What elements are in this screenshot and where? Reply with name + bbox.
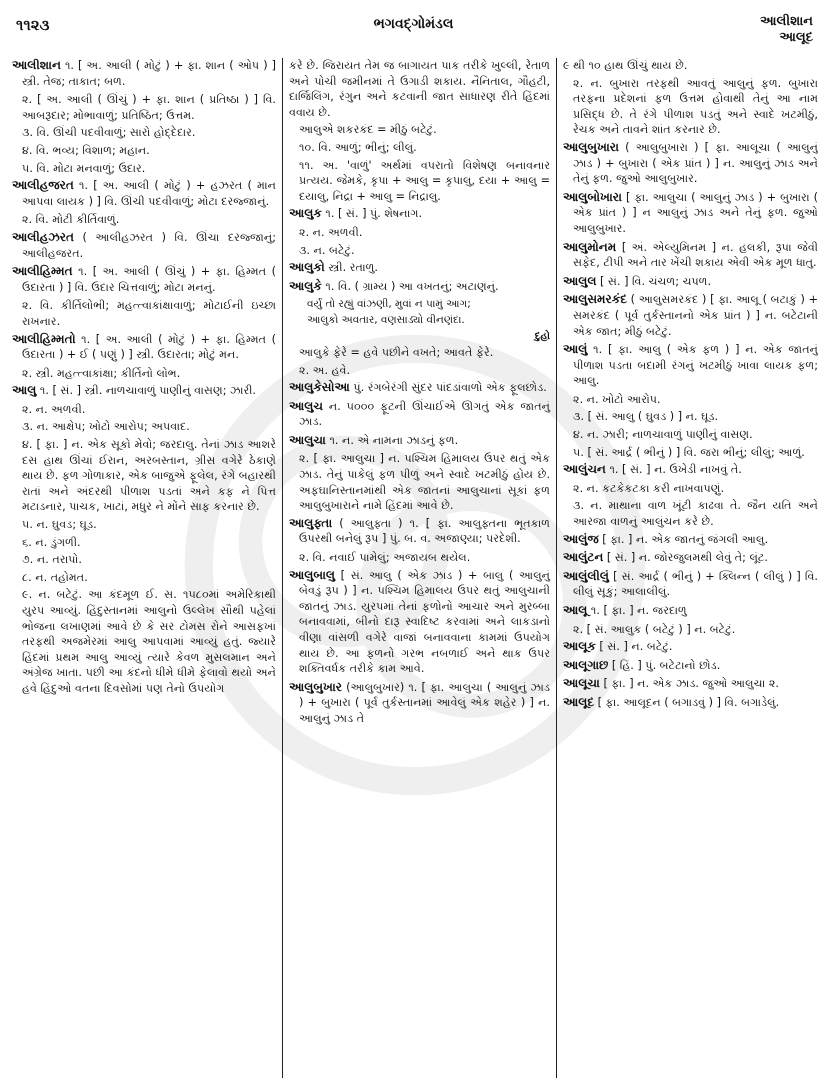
- headword: આલીશાન: [12, 58, 61, 72]
- dictionary-entry: [289, 260, 550, 276]
- dictionary-entry: [12, 332, 276, 363]
- column-right: [556, 58, 818, 1078]
- sense: ૧. [ સં. ] ન. ઉખેડી નાખવું તે.: [609, 463, 742, 477]
- dictionary-entry: [12, 178, 276, 209]
- sense: ૩. ન. બટેટું.: [299, 243, 355, 257]
- dictionary-columns: [12, 58, 818, 1078]
- sense: ૨. વિ. નવાઈ પામેલું; અજાયબ થયેલ.: [299, 551, 471, 565]
- dictionary-entry: [563, 603, 818, 619]
- sense: [ સં. આર્દ્ર ( ભીનું ) + ક્લિન્ન ( લીલું ) ] વિ. લીલું સૂકું; આલાલીલું.: [573, 569, 818, 599]
- sense: સ્ત્રી. રતાળુ.: [328, 261, 378, 275]
- headword: આલુબુખારા: [563, 139, 619, 154]
- dictionary-entry: [289, 380, 550, 396]
- headword: આલુચા: [289, 432, 326, 447]
- sense: ૧. વિ. ( ગ્રામ્ય ) આ વખતનું; અટાણનું.: [325, 279, 499, 293]
- column-left: [12, 58, 282, 1078]
- sense: [ સં. આલુ ( એક ઝાડ ) + બાલુ ( આલુનું બેવડું રૂપ ) ] ન. પશ્ચિમ હિમાલય ઉપર થતું આલુચાની જાતનું ઝાડ. યુરપમાં તેનાં ફળોનો આચાર અને મુરબ્બા બનાવવામાં, બીનો દારૂ સ્વાદિષ્ટ કરવામાં અને લાકડાનો વીણા વાંસળી વગેરે વાજાં બનાવવાના કામમાં ઉપયોગ થાય છે. આ ફળનો ગરભ નબળાઈ અને થાક ઉપર શક્તિવર્ધક તરીકે કામ આવે.: [299, 568, 551, 676]
- headword: આલીહઝરત: [12, 229, 74, 244]
- sense: ૧. [ અ. આલી ( મોટું ) + ફા. હિમ્મત ( ઉદારતા ) + ઈ ( પણું ) ] સ્ત્રી. ઉદારતા; મોટું મન.: [22, 332, 276, 362]
- headword: આલુંચન: [563, 462, 606, 477]
- quotation-source: દુહો: [534, 331, 550, 343]
- guide-word-first: આલીશાન: [760, 14, 813, 29]
- dictionary-entry: [563, 140, 818, 187]
- dictionary-entry: [12, 383, 276, 399]
- sense: [ ફા. ] ન. એક ઝાડ. જુઓ આલુચા ૨.: [603, 677, 779, 691]
- headword: આલુબુખાર: [289, 679, 342, 694]
- sense: ૨. [ સં. આલુક ( બટેટું ) ] ન. બટેટું.: [573, 622, 736, 636]
- headword: આલુંલીલું: [563, 568, 609, 583]
- headword: આલૂચા: [563, 676, 600, 691]
- dictionary-entry: [289, 516, 550, 547]
- sense: ૨. [ ફા. આલુચા ] ન. પશ્ચિમ હિમાલય ઉપર થતું એક ઝાડ. તેનું પાકેલું ફળ પીળું અને સ્વાદે ખટમીઠું હોય છે. અફઘાનિસ્તાનમાંથી એક જાતનાં આલુચાનાં સૂકાં ફળ આલુબુખારાને નામે હિંદમાં આવે છે.: [299, 452, 550, 513]
- sense: [ ફા. આલૂદન ( બગાડવું ) ] વિ. બગાડેલું.: [597, 695, 780, 709]
- sense: ૨. અ. હવે.: [299, 363, 351, 377]
- dictionary-entry: [563, 695, 818, 711]
- sense: [ સં. ] વિ. ચંચળ; ચપળ.: [599, 274, 712, 288]
- sense: ૩. વિ. ઊંચી પદવીવાળું; સારો હોદ્દેદાર.: [22, 126, 196, 140]
- sense: [ અં. એલ્યુમિનમ ] ન. હલકી, રૂપા જેવી સફેદ, ટીપી અને તાર ખેંચી શકાય એવી એક મૂળ ધાતુ.: [573, 240, 818, 270]
- sense: પું. રંગબેરંગી સુંદર પાંદડાંવાળો એક ફૂલછોડ.: [353, 381, 547, 395]
- headword: આલુસમરકંદ: [563, 292, 627, 307]
- dictionary-entry: [563, 569, 818, 600]
- sense: ૧. [ અ. આલી ( મોટું ) + હઝરત ( માન આપવા લાયક ) ] વિ. ઊંચી પદવીવાળું; મોટા દરજ્જાનું.: [22, 179, 276, 208]
- headword: આલુકો: [289, 260, 325, 275]
- dictionary-entry: [563, 532, 818, 548]
- sense: ૪. ન. ઝારી; નાળચાવાળું પાણીનું વાસણ.: [573, 428, 753, 442]
- dictionary-entry: [563, 190, 818, 237]
- dictionary-entry: [289, 206, 550, 222]
- sense: ૫. વિ. મોટા મનવાળું; ઉદાર.: [22, 161, 146, 175]
- headword: આલુકેસોઆ: [289, 380, 350, 395]
- sense: ૪. [ ફા. ] ન. એક સૂકો મેવો; જરદાલુ. તેનાં ઝાડ આશરે દસ હાથ ઊંચાં ઈરાન, અરબસ્તાન, ગ્રીસ વગેરે ઠેકાણે થાય છે. ફળ ગોળાકાર, એક બાજુએ ફૂલેલ, રંગે બહારથી રાતાં અને અંદરથી પીળાશ પડતાં અને કફ ને પિત્ત મટાડનાર, પાચક, ખાટાં, મધુર ને મોંને સાફ કરનાર છે.: [22, 438, 276, 514]
- sense: ૨. ન. અળવી.: [22, 402, 86, 416]
- column-middle: [282, 58, 556, 1078]
- sense: ૨. ન. ખોટો આરોપ.: [573, 392, 661, 406]
- dictionary-entry: [289, 279, 550, 295]
- sense: [ ફા. ] ન. એક જાતનું જંગલી આલુ.: [602, 532, 768, 546]
- sense: [ સં. ] ન. જોરજુલમથી લેવું તે; લૂંટ.: [606, 551, 768, 565]
- sense: ૪. વિ. ભવ્ય; વિશાળ; મહાન.: [22, 143, 150, 157]
- continuation-text: કરે છે. જિરાયત તેમ જ બાગાયત પાક તરીકે ખુલ્લી, રેતાળ અને પોચી જમીનમાં તે ઉગાડી શકાય. નૈનિતાલ, ગૌહટી, દાર્જિલિંગ, રંગુન અને કટવાની જાત સાધારણ રીતે હિંદમાં વવાય છે.: [289, 59, 550, 119]
- sense: ૨. વિ. મોટી કીર્તિવાળું.: [22, 213, 120, 227]
- sense: ૫. [ સં. આર્દ્ર ( ભીનું ) ] વિ. જરા ભીનું; લીલું; આળું.: [573, 445, 805, 459]
- dictionary-entry: [12, 264, 276, 295]
- dictionary-entry: [289, 568, 550, 677]
- headword: આલુંટન: [563, 550, 604, 565]
- sense: [ સં. ] ન. બટેટું.: [599, 640, 673, 654]
- entry-list: [289, 206, 550, 726]
- sense: ૧. [ સં. ] સ્ત્રી. નાળચાવાળું પાણીનું વાસણ; ઝારી.: [39, 384, 256, 398]
- sense: ૩. ન. આક્ષેપ; ખોટો આરોપ; અપવાદ.: [22, 420, 190, 434]
- sense: [ હિં. ] પું. બટેટાનો છોડ.: [611, 658, 721, 672]
- quotation-line: આલુકો અવતાર, વણસાડ્યો વીનણંદા.: [307, 314, 465, 327]
- dictionary-entry: [12, 58, 276, 89]
- headword: આલીહિમ્મતો: [12, 331, 76, 346]
- dictionary-entry: [289, 433, 550, 449]
- headword: આલુક: [289, 206, 322, 221]
- headword: આલુલ: [563, 273, 597, 288]
- sense: ૧. [ ફા. આલુ ( એક ફળ ) ] ન. એક જાતનું પીળાશ પડતા બદામી રંગનું ખટમીઠું ખાવા લાયક ફળ; આલુ.: [573, 343, 818, 388]
- sense: ( આલુબુખારા ) [ ફા. આલૂચા ( આલુનું ઝાડ ) + બુખારા ( એક પ્રાંત ) ] ન. આલુનું ઝાડ અને તેનું ફળ. જુઓ આલુબુખાર.: [573, 140, 818, 186]
- continuation-sense: ૧૧. અ. 'વાળું' અર્થમાં વપરાતો વિશેષણ બનાવનાર પ્રત્યય. જેમકે, કૃપા + આલુ = કૃપાલુ, દયા + આલુ = દયાલુ, નિદ્રા + આલુ = નિદ્રાલુ.: [299, 158, 550, 203]
- headword: આલુચ: [289, 398, 323, 413]
- sense: ( આલીહઝરત ) વિ. ઊંચા દરજ્જાનું; આલીહજરત.: [22, 230, 277, 260]
- dictionary-entry: [563, 676, 818, 692]
- sense: ૭. ન. તરાપો.: [22, 553, 82, 567]
- headword: આલુ: [12, 383, 37, 398]
- headword: આલૂગાછ: [563, 657, 609, 672]
- sense: ( આલુફ્તા ) ૧. [ ફા. આલુફ્તના ભૂતકાળ ઉપરથી બનેલું રૂપ ] પું. બ. વ. અજાણ્યા; પરદેશી.: [299, 516, 550, 546]
- dictionary-entry: [563, 658, 818, 674]
- sense: [ ફા. આલુચા ( આલુનું ઝાડ ) + બુખારા ( એક પ્રાંત ) ] ન આલુનું ઝાડ અને તેનું ફળ. જુઓ આલુબુખાર.: [573, 190, 818, 235]
- continuation-sense: ૧૦. વિ. આળું; ભીનું; લીલું.: [299, 140, 417, 154]
- sense: ૧. [ અ. આલી ( મોટું ) + ફા. શાન ( ઓપ ) ] સ્ત્રી. તેજ; તાકાત; બળ.: [22, 59, 276, 88]
- headword: આલીહજરત: [12, 178, 74, 193]
- sense: ૩. [ સં. આલુ ( ઘુવડ ) ] ન. ઘૂડ.: [573, 410, 719, 424]
- headword: આલુંજ: [563, 531, 599, 546]
- sense: ૨. સ્ત્રી. મહત્ત્વાકાંક્ષા; કીર્તિનો લોભ.: [22, 366, 181, 380]
- sense: ૧. ન. એ નામના ઝાડનું ફળ.: [329, 433, 459, 447]
- headword: આલુમોનમ: [563, 239, 617, 254]
- headword: આલૂક: [563, 639, 596, 654]
- sense: ( આલુસમરકંદ ) [ ફા. આલૂ ( બટાકું ) + સમરકંદ ( પૂર્વ તુર્કસ્તાનનો એક પ્રાંત ) ] ન. બટેટાની એક જાત; મીઠું બટેટું.: [573, 293, 818, 338]
- headword: આલૂ: [563, 603, 588, 617]
- headword: આલુકે: [289, 278, 322, 293]
- sense: ૨. વિ. કીર્તિલોભી; મહત્ત્વાકાંક્ષાવાળું; મોટાઈની ઇચ્છા રાખનાર.: [22, 299, 276, 328]
- continuation-note: આલુએ શકરકંદ = મીઠું બટેટું.: [299, 123, 437, 137]
- sense: ન. ૫૦૦૦ ફૂટની ઊંચાઈએ ઊગતું એક જાતનું ઝાડ.: [299, 399, 550, 429]
- guide-word-last: આલૂદ: [779, 30, 813, 45]
- headword: આલૂદ: [563, 694, 595, 709]
- quotation-line: વર્યું તો રહ્યું વાંઝણી, મુવાં ન પામું આગ;: [307, 298, 471, 311]
- sense: ૬. ન. ડુંગળી.: [22, 535, 81, 549]
- dictionary-entry: [563, 240, 818, 271]
- sense: આલુકે ફેરે = હવે પછીને વખતે; આવતે ફેરે.: [299, 345, 494, 359]
- dictionary-entry: [563, 639, 818, 655]
- headword: આલું: [563, 342, 588, 357]
- headword: આલુફ્તા: [289, 515, 333, 530]
- sense: ૯. ન. બટેટું. આ કંદમૂળ ઈ. સ. ૧૫૮૦માં અમેરિકાથી યુરપ આવ્યું. હિંદુસ્તાનમાં આલુનો ઉલ્લેખ સૌથી પહેલાં ભોજના લખાણમાં આવે છે કે સર ટોમસ રોને આસફખાં તરફથી અજમેરમાં આલુ આપવામાં આવ્યું હતું. જ્યારે હિંદમાં પ્રથમ આલુ આવ્યું ત્યારે કેવળ મુસલમાન અને અંગ્રેજ ખાતા. પછી આ કંદનો ધીમે ધીમે ફેલાવો થયો અને હવે હિંદુઓ વતના દિવસોમાં પણ તેનો ઉપયોગ: [22, 588, 276, 695]
- headword: આલીહિમ્મત: [12, 264, 73, 279]
- dictionary-entry: [563, 342, 818, 389]
- sense: ૫. ન. ઘુવડ; ઘૂડ.: [22, 518, 97, 532]
- continuation-sense: ૨. ન. બુખારા તરફથી આવતું આલુનું ફળ. બુખારા તરફના પ્રદેશનાં ફળ ઉત્તમ હોવાથી તેનું આ નામ પ્રસિદ્ધ છે. તે રંગે પીળાશ પડતું અને સ્વાદે ખટમીઠું, રેચક અને તાવને શાંત કરનાર છે.: [573, 76, 818, 137]
- sense: (આલુબુખાર) ૧. [ ફા. આલુચા ( આલુનું ઝાડ ) + બુખારા ( પૂર્વ તુર્કસ્તાનમાં આવેલું એક શહેર ) ] ન. આલુનું ઝાડ તે: [299, 680, 550, 725]
- entry-list: [563, 140, 818, 711]
- dictionary-entry: [563, 550, 818, 566]
- dictionary-entry: [563, 292, 818, 339]
- continuation-text: ૯ થી ૧૦ હાથ ઊંચું થાય છે.: [563, 59, 688, 72]
- page-number: ૧૧૨૩: [16, 16, 50, 34]
- headword: આલુબાલુ: [289, 567, 335, 582]
- sense: ૧. [ અ. આલી ( ઊંચું ) + ફા. હિમ્મત ( ઉદારતા ) ] વિ. ઉદાર ચિત્તવાળું; મોટા મનનું.: [22, 265, 277, 294]
- sense: ૩. ન. માથાના વાળ ખૂંટી કાઢવા તે. જૈન યતિ અને આરજા વાળનું આલુંચન કરે છે.: [573, 499, 818, 529]
- page-title: ભગવદ્ગોમંડલ: [373, 16, 454, 32]
- headword: આલુબોખારા: [563, 189, 622, 204]
- sense: ૨. ન. અળવી.: [299, 225, 363, 239]
- dictionary-entry: [289, 399, 550, 430]
- page-header: [12, 10, 815, 54]
- sense: ૧. [ ફા. ] ન. જરદાળુ: [590, 604, 687, 617]
- dictionary-entry: [289, 680, 550, 727]
- sense: ૨. [ અ. આલી ( ઊંચું ) + ફા. શાન ( પ્રતિષ્ઠા ) ] વિ. આબરૂદાર; મોભાવાળું; પ્રતિષ્ઠિત; ઉત્તમ.: [22, 93, 276, 122]
- dictionary-entry: [563, 462, 818, 478]
- sense: ૨. ન. કટકેકટકા કરી નાખવાપણું.: [573, 481, 725, 495]
- dictionary-entry: [563, 274, 818, 290]
- sense: ૮. ન. તહોમત.: [22, 570, 88, 584]
- guide-words: [760, 14, 813, 46]
- sense: ૧. [ સં. ] પું. શેષનાગ.: [325, 207, 423, 221]
- dictionary-entry: [12, 230, 276, 261]
